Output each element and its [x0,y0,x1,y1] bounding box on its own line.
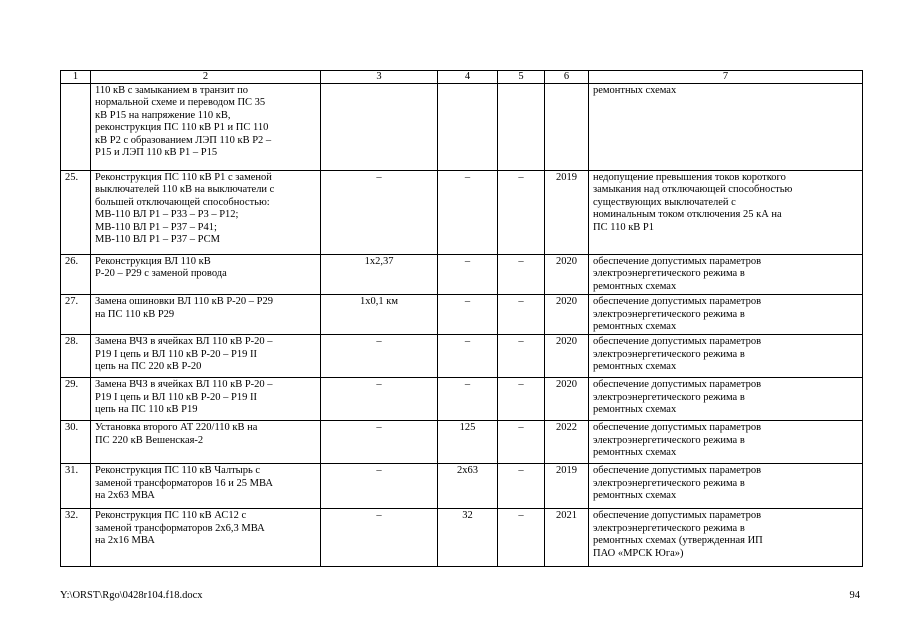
year-cell [545,464,589,509]
row-number-text: 30. [65,422,79,434]
line-length-cell-text: – [376,422,382,434]
work-description [91,509,321,567]
year-cell-text: 2021 [556,510,577,522]
transformer-power-cell [438,464,498,509]
year-cell [545,378,589,421]
purpose-cell [589,421,863,464]
row-number-text: 32. [65,510,79,522]
table-row [61,295,863,335]
year-cell [545,255,589,295]
header-col-1: 1 [61,71,91,84]
col-5-cell [498,509,545,567]
year-cell [545,171,589,255]
line-length-cell [321,421,438,464]
transformer-power-cell [438,335,498,378]
line-length-cell [321,84,438,171]
transformer-power-cell-text: 2х63 [457,465,478,477]
transformer-power-cell [438,421,498,464]
transformer-power-cell [438,509,498,567]
col-5-cell-text: – [518,510,524,522]
transformer-power-cell-text: – [464,256,471,267]
row-number [61,84,91,171]
transformer-power-cell-text: – [464,336,471,348]
table-row [61,84,863,171]
year-cell-text: 2020 [556,336,577,348]
col-5-cell [498,335,545,378]
header-col-3: 3 [321,71,438,84]
work-description-text: Замена ВЧЗ в ячейках ВЛ 110 кВ Р-20 – Р19 I цепь и ВЛ 110 кВ Р-20 – Р19 II цепь на ПС 110 кВ Р19 [95,379,273,416]
col-5-cell-text: – [518,336,524,348]
col-5-cell-text: – [518,296,524,308]
table-row [61,335,863,378]
transformer-power-cell-text: – [464,172,471,183]
header-col-4: 4 [438,71,498,84]
line-length-cell-text: 1х0,1 км [360,296,398,308]
row-number [61,421,91,464]
table-row [61,171,863,255]
col-5-cell [498,421,545,464]
col-5-cell-text: – [518,172,524,183]
line-length-cell-text: 1х2,37 [364,256,394,267]
transformer-power-cell [438,378,498,421]
table-row [61,421,863,464]
work-description [91,335,321,378]
header-col-6: 6 [545,71,589,84]
line-length-cell [321,295,438,335]
row-number [61,335,91,378]
transformer-power-cell-text: – [464,296,471,308]
work-description-text: Реконструкция ВЛ 110 кВ Р-20 – Р29 с заменой провода [95,256,227,280]
year-cell [545,335,589,378]
col-5-cell-text: – [518,379,524,391]
header-col-5: 5 [498,71,545,84]
line-length-cell-text: – [376,510,382,522]
row-number-text: 25. [65,172,79,183]
purpose-cell [589,171,863,255]
year-cell [545,84,589,171]
col-5-cell [498,255,545,295]
page-number: 94 [849,590,860,601]
purpose-cell-text: обеспечение допустимых параметров электроэнергетического режима в ремонтных схемах [593,296,762,333]
work-description-text: Реконструкция ПС 110 кВ Р1 с заменой выключателей 110 кВ на выключатели с большей отключающей способностью: МВ-110 ВЛ Р1 – Р33 – Р3 – Р12; МВ-110 ВЛ Р1 – Р37 – Р41; МВ-110 ВЛ Р1 – Р37 – РСМ [95,172,275,246]
year-cell-text: 2019 [556,172,577,183]
col-5-cell [498,295,545,335]
row-number [61,378,91,421]
row-number [61,295,91,335]
line-length-cell [321,335,438,378]
line-length-cell [321,464,438,509]
col-5-cell [498,464,545,509]
year-cell-text: 2022 [556,422,577,434]
purpose-cell-text: обеспечение допустимых параметров электроэнергетического режима в ремонтных схемах [593,422,762,459]
work-description [91,255,321,295]
purpose-cell [589,509,863,567]
transformer-power-cell-text: – [464,379,471,391]
row-number [61,255,91,295]
work-description [91,378,321,421]
col-5-cell-text: – [518,465,524,477]
col-5-cell [498,84,545,171]
work-description-text: Реконструкция ПС 110 кВ АС12 с заменой трансформаторов 2х6,3 МВА на 2х16 МВА [95,510,265,547]
line-length-cell-text: – [376,465,382,477]
year-cell-text: 2020 [556,296,577,308]
row-number [61,171,91,255]
work-description [91,84,321,171]
purpose-cell-text: обеспечение допустимых параметров электроэнергетического режима в ремонтных схемах [593,336,762,373]
transformer-power-cell [438,84,498,171]
work-description-text: Реконструкция ПС 110 кВ Чалтырь с заменой трансформаторов 16 и 25 МВА на 2х63 МВА [95,465,273,502]
transformer-power-cell-text: 125 [459,422,476,434]
col-5-cell-text: – [518,256,524,267]
work-description-text: 110 кВ с замыканием в транзит по нормальной схеме и переводом ПС 35 кВ Р15 на напряжение 110 кВ, реконструкция ПС 110 кВ Р1 и ПС 110 кВ Р2 с образованием ЛЭП 110 кВ Р2 – Р15 и ЛЭП 110 кВ Р1 – Р15 [95,85,272,159]
year-cell-text: 2020 [556,256,577,267]
header-col-2: 2 [91,71,321,84]
work-description-text: Установка второго АТ 220/110 кВ на ПС 220 кВ Вешенская-2 [95,422,258,446]
table-row [61,464,863,509]
year-cell-text: 2019 [556,465,577,477]
transformer-power-cell-text: 32 [462,510,473,522]
work-description [91,421,321,464]
purpose-cell [589,255,863,295]
work-description-text: Замена ошиновки ВЛ 110 кВ Р-20 – Р29 на ПС 110 кВ Р29 [95,296,273,320]
row-number-text: 29. [65,379,79,391]
purpose-cell-text: обеспечение допустимых параметров электроэнергетического режима в ремонтных схемах [593,465,762,502]
work-description [91,464,321,509]
col-5-cell [498,171,545,255]
purpose-cell [589,295,863,335]
year-cell [545,421,589,464]
line-length-cell [321,255,438,295]
purpose-cell [589,378,863,421]
header-col-7: 7 [589,71,863,84]
investment-table [60,70,863,567]
line-length-cell-text: – [376,336,382,348]
header-row [61,71,863,84]
row-number [61,509,91,567]
purpose-cell-text: обеспечение допустимых параметров электроэнергетического режима в ремонтных схемах (утвержденная ИП ПАО «МРСК Юга») [593,510,763,559]
work-description-text: Замена ВЧЗ в ячейках ВЛ 110 кВ Р-20 – Р19 I цепь и ВЛ 110 кВ Р-20 – Р19 II цепь на ПС 220 кВ Р-20 [95,336,273,373]
purpose-cell-text: недопущение превышения токов короткого замыкания над отключающей способностью существующих выключателей с номинальным током отключения 25 кА на ПС 110 кВ Р1 [593,172,793,233]
work-description [91,171,321,255]
line-length-cell [321,509,438,567]
year-cell [545,295,589,335]
work-description [91,295,321,335]
table-row [61,255,863,295]
purpose-cell-text: ремонтных схемах [593,85,677,96]
year-cell [545,509,589,567]
purpose-cell [589,84,863,171]
year-cell-text: 2020 [556,379,577,391]
line-length-cell [321,171,438,255]
transformer-power-cell [438,171,498,255]
purpose-cell [589,464,863,509]
file-path: Y:\ORST\Rgo\0428r104.f18.docx [60,590,203,601]
col-5-cell-text: – [518,422,524,434]
purpose-cell-text: обеспечение допустимых параметров электроэнергетического режима в ремонтных схемах [593,256,762,292]
col-5-cell [498,378,545,421]
purpose-cell [589,335,863,378]
purpose-cell-text: обеспечение допустимых параметров электроэнергетического режима в ремонтных схемах [593,379,762,416]
table-row [61,378,863,421]
line-length-cell [321,378,438,421]
transformer-power-cell [438,255,498,295]
table-row [61,509,863,567]
transformer-power-cell [438,295,498,335]
row-number-text: 26. [65,256,79,267]
line-length-cell-text: – [376,172,382,183]
row-number [61,464,91,509]
line-length-cell-text: – [376,379,382,391]
row-number-text: 31. [65,465,79,477]
row-number-text: 27. [65,296,79,308]
row-number-text: 28. [65,336,79,348]
